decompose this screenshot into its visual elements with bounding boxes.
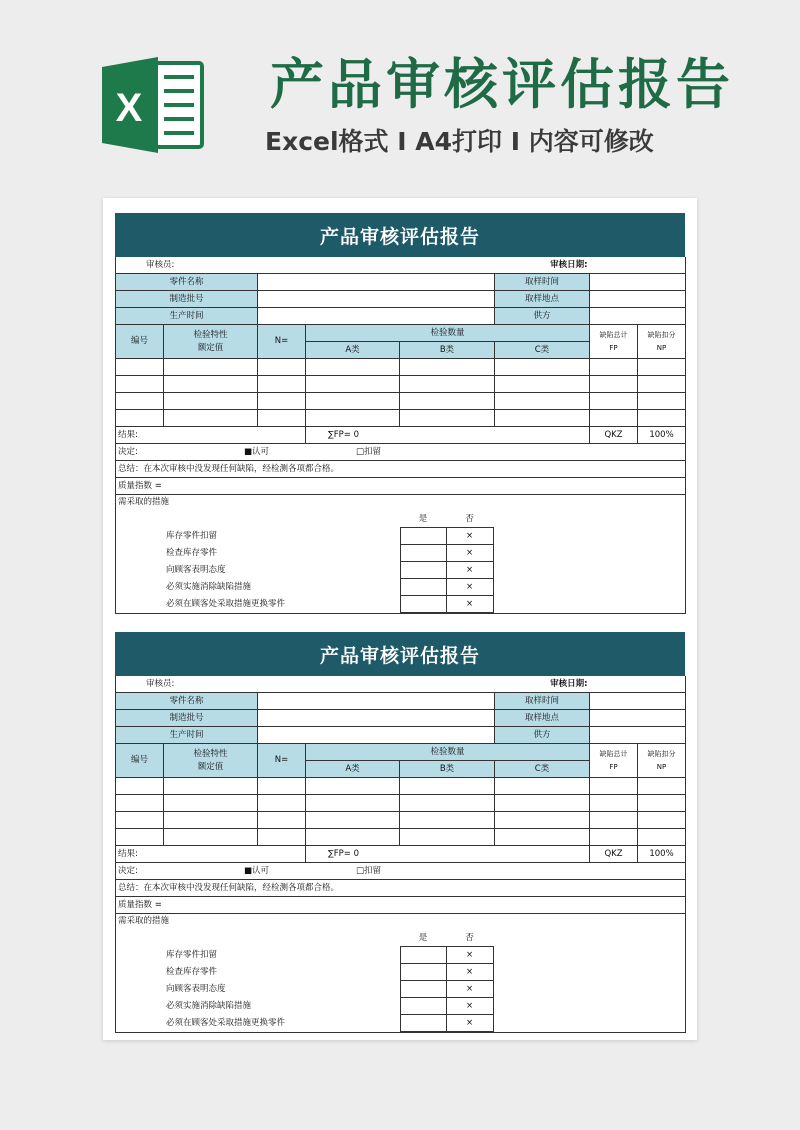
inspection-cell[interactable] bbox=[116, 359, 164, 376]
action-row bbox=[164, 947, 493, 964]
inspection-cell[interactable] bbox=[258, 393, 306, 410]
col-no-header: 编号 bbox=[116, 744, 164, 778]
inspection-cell[interactable] bbox=[590, 376, 638, 393]
col-no-header: 编号 bbox=[116, 325, 164, 359]
part-name-label: 零件名称 bbox=[116, 693, 258, 710]
inspection-cell[interactable] bbox=[116, 410, 164, 427]
table-row bbox=[116, 376, 686, 393]
percent-value: 100% bbox=[638, 846, 686, 863]
part-name-value[interactable] bbox=[258, 274, 495, 291]
col-c-header: C类 bbox=[495, 342, 590, 359]
inspection-cell[interactable] bbox=[495, 829, 590, 846]
part-name-label: 零件名称 bbox=[116, 274, 258, 291]
col-fp-header: 缺陷总计 FP bbox=[590, 325, 638, 359]
table-row bbox=[116, 359, 686, 376]
inspection-cell[interactable] bbox=[306, 410, 400, 427]
inspection-cell[interactable] bbox=[590, 410, 638, 427]
action-label: 检查库存零件 bbox=[164, 964, 400, 981]
inspection-cell[interactable] bbox=[638, 393, 686, 410]
report-form-1 bbox=[115, 213, 685, 614]
inspection-cell[interactable] bbox=[306, 778, 400, 795]
inspection-cell[interactable] bbox=[495, 359, 590, 376]
inspection-cell[interactable] bbox=[164, 795, 258, 812]
inspection-cell[interactable] bbox=[400, 359, 495, 376]
audit-date-label: 审核日期: bbox=[550, 259, 588, 270]
col-a-header: A类 bbox=[306, 342, 400, 359]
inspection-cell[interactable] bbox=[495, 812, 590, 829]
action-row bbox=[164, 562, 493, 579]
inspection-cell[interactable] bbox=[258, 829, 306, 846]
approve-option[interactable]: ■认可 bbox=[244, 446, 270, 457]
inspection-cell[interactable] bbox=[306, 359, 400, 376]
table-row bbox=[116, 393, 686, 410]
inspection-cell[interactable] bbox=[400, 376, 495, 393]
page-title: 产品审核评估报告 bbox=[270, 53, 734, 116]
inspection-cell[interactable] bbox=[590, 795, 638, 812]
report-table bbox=[115, 257, 686, 614]
inspection-cell[interactable] bbox=[164, 778, 258, 795]
action-yes-cell[interactable] bbox=[400, 981, 446, 998]
inspection-cell[interactable] bbox=[116, 812, 164, 829]
action-label: 必须在顾客处采取措施更换零件 bbox=[164, 596, 400, 613]
measures-block bbox=[116, 495, 686, 614]
page-header bbox=[0, 0, 800, 190]
action-row bbox=[164, 528, 493, 545]
col-char-header: 检验特性 额定值 bbox=[164, 744, 258, 778]
inspection-cell[interactable] bbox=[258, 376, 306, 393]
action-no-cell[interactable]: × bbox=[446, 528, 493, 545]
sample-time-value[interactable] bbox=[590, 274, 686, 291]
inspection-rows bbox=[116, 778, 686, 846]
inspection-cell[interactable] bbox=[638, 829, 686, 846]
approve-option[interactable]: ■认可 bbox=[244, 865, 270, 876]
result-label: 结果: bbox=[116, 427, 306, 444]
inspection-cell[interactable] bbox=[116, 778, 164, 795]
excel-logo-icon bbox=[102, 55, 206, 155]
prod-time-label: 生产时间 bbox=[116, 727, 258, 744]
action-row bbox=[164, 981, 493, 998]
result-label: 结果: bbox=[116, 846, 306, 863]
inspection-cell[interactable] bbox=[306, 829, 400, 846]
table-row bbox=[116, 812, 686, 829]
report-title-banner: 产品审核评估报告 bbox=[115, 213, 685, 257]
inspection-cell[interactable] bbox=[306, 812, 400, 829]
action-no-cell[interactable]: × bbox=[446, 545, 493, 562]
inspection-cell[interactable] bbox=[495, 376, 590, 393]
decision-row bbox=[116, 863, 686, 880]
action-label: 必须实施消除缺陷措施 bbox=[164, 579, 400, 596]
action-no-cell[interactable]: × bbox=[446, 562, 493, 579]
inspection-cell[interactable] bbox=[400, 812, 495, 829]
action-yes-cell[interactable] bbox=[400, 947, 446, 964]
action-label: 必须在顾客处采取措施更换零件 bbox=[164, 1015, 400, 1032]
summary-text: 总结：在本次审核中没发现任何缺陷，经检测各项都合格。 bbox=[116, 461, 686, 478]
action-label: 检查库存零件 bbox=[164, 545, 400, 562]
action-yes-cell[interactable] bbox=[400, 998, 446, 1015]
batch-label: 制造批号 bbox=[116, 291, 258, 308]
inspection-cell[interactable] bbox=[400, 410, 495, 427]
auditor-label: 审核员: bbox=[116, 676, 495, 693]
action-no-cell[interactable]: × bbox=[446, 998, 493, 1015]
report-title-banner: 产品审核评估报告 bbox=[115, 632, 685, 676]
quality-index: 质量指数 = bbox=[116, 897, 686, 914]
action-yes-cell[interactable] bbox=[400, 562, 446, 579]
inspection-cell[interactable] bbox=[638, 812, 686, 829]
prod-time-value[interactable] bbox=[258, 308, 495, 325]
inspection-rows bbox=[116, 359, 686, 427]
inspection-cell[interactable] bbox=[164, 812, 258, 829]
table-row bbox=[116, 778, 686, 795]
supplier-label: 供方 bbox=[495, 727, 590, 744]
action-label: 库存零件扣留 bbox=[164, 947, 400, 964]
inspection-cell[interactable] bbox=[116, 829, 164, 846]
action-label: 库存零件扣留 bbox=[164, 528, 400, 545]
col-b-header: B类 bbox=[400, 342, 495, 359]
col-a-header: A类 bbox=[306, 761, 400, 778]
sample-place-label: 取样地点 bbox=[495, 710, 590, 727]
inspection-cell[interactable] bbox=[306, 376, 400, 393]
inspection-cell[interactable] bbox=[400, 795, 495, 812]
measures-table bbox=[164, 930, 494, 1032]
measures-table bbox=[164, 511, 494, 613]
summary-text: 总结：在本次审核中没发现任何缺陷，经检测各项都合格。 bbox=[116, 880, 686, 897]
inspection-cell[interactable] bbox=[638, 410, 686, 427]
action-yes-cell[interactable] bbox=[400, 964, 446, 981]
audit-date-label: 审核日期: bbox=[550, 678, 588, 689]
action-no-cell[interactable]: × bbox=[446, 1015, 493, 1032]
col-np-header: 缺陷扣分 NP bbox=[638, 325, 686, 359]
batch-value[interactable] bbox=[258, 291, 495, 308]
sum-fp: ∑FP= 0 bbox=[306, 846, 590, 863]
inspection-cell[interactable] bbox=[258, 812, 306, 829]
no-header: 否 bbox=[465, 513, 474, 524]
inspection-cell[interactable] bbox=[638, 359, 686, 376]
page-subtitle: Excel格式 I A4打印 I 内容可修改 bbox=[265, 127, 654, 156]
inspection-cell[interactable] bbox=[116, 795, 164, 812]
measures-block bbox=[116, 914, 686, 1033]
action-yes-cell[interactable] bbox=[400, 545, 446, 562]
action-row bbox=[164, 1015, 493, 1032]
yes-header: 是 bbox=[418, 513, 428, 524]
report-form-2 bbox=[115, 632, 685, 1033]
hold-option[interactable]: □扣留 bbox=[356, 865, 382, 876]
inspection-cell[interactable] bbox=[164, 376, 258, 393]
action-no-cell[interactable]: × bbox=[446, 947, 493, 964]
logo-letter: X bbox=[115, 86, 143, 130]
inspection-cell[interactable] bbox=[258, 410, 306, 427]
inspection-cell[interactable] bbox=[590, 829, 638, 846]
action-no-cell[interactable]: × bbox=[446, 579, 493, 596]
action-row bbox=[164, 964, 493, 981]
inspection-cell[interactable] bbox=[258, 778, 306, 795]
batch-value[interactable] bbox=[258, 710, 495, 727]
batch-label: 制造批号 bbox=[116, 710, 258, 727]
action-row bbox=[164, 596, 493, 613]
col-qty-header: 检验数量 bbox=[306, 325, 590, 342]
action-row bbox=[164, 545, 493, 562]
col-char-header: 检验特性 额定值 bbox=[164, 325, 258, 359]
action-yes-cell[interactable] bbox=[400, 596, 446, 613]
inspection-cell[interactable] bbox=[590, 393, 638, 410]
action-yes-cell[interactable] bbox=[400, 528, 446, 545]
inspection-cell[interactable] bbox=[164, 359, 258, 376]
action-label: 向顾客表明态度 bbox=[164, 981, 400, 998]
col-n-header: N= bbox=[258, 744, 306, 778]
inspection-cell[interactable] bbox=[495, 795, 590, 812]
inspection-cell[interactable] bbox=[400, 393, 495, 410]
col-np-header: 缺陷扣分 NP bbox=[638, 744, 686, 778]
sample-time-label: 取样时间 bbox=[495, 274, 590, 291]
inspection-cell[interactable] bbox=[164, 410, 258, 427]
inspection-cell[interactable] bbox=[164, 393, 258, 410]
qkz-label: QKZ bbox=[590, 427, 638, 444]
table-row bbox=[116, 795, 686, 812]
auditor-label: 审核员: bbox=[116, 257, 495, 274]
report-table bbox=[115, 676, 686, 1033]
no-header: 否 bbox=[465, 932, 474, 943]
inspection-cell[interactable] bbox=[638, 795, 686, 812]
supplier-label: 供方 bbox=[495, 308, 590, 325]
audit-date-value[interactable] bbox=[590, 257, 686, 274]
percent-value: 100% bbox=[638, 427, 686, 444]
quality-index: 质量指数 = bbox=[116, 478, 686, 495]
yes-header: 是 bbox=[418, 932, 428, 943]
inspection-cell[interactable] bbox=[400, 829, 495, 846]
supplier-value[interactable] bbox=[590, 727, 686, 744]
prod-time-label: 生产时间 bbox=[116, 308, 258, 325]
inspection-cell[interactable] bbox=[495, 393, 590, 410]
measures-label: 需采取的措施 bbox=[118, 497, 170, 507]
prod-time-value[interactable] bbox=[258, 727, 495, 744]
inspection-cell[interactable] bbox=[258, 795, 306, 812]
qkz-label: QKZ bbox=[590, 846, 638, 863]
sample-place-value[interactable] bbox=[590, 710, 686, 727]
action-row bbox=[164, 998, 493, 1015]
decision-label: 决定: bbox=[118, 446, 138, 457]
measures-label: 需采取的措施 bbox=[118, 916, 170, 926]
inspection-cell[interactable] bbox=[495, 410, 590, 427]
col-n-header: N= bbox=[258, 325, 306, 359]
inspection-cell[interactable] bbox=[258, 359, 306, 376]
col-c-header: C类 bbox=[495, 761, 590, 778]
inspection-cell[interactable] bbox=[590, 359, 638, 376]
sample-place-value[interactable] bbox=[590, 291, 686, 308]
col-qty-header: 检验数量 bbox=[306, 744, 590, 761]
action-no-cell[interactable]: × bbox=[446, 964, 493, 981]
decision-label: 决定: bbox=[118, 865, 138, 876]
table-row bbox=[116, 410, 686, 427]
action-row bbox=[164, 579, 493, 596]
inspection-cell[interactable] bbox=[495, 778, 590, 795]
inspection-cell[interactable] bbox=[638, 376, 686, 393]
inspection-cell[interactable] bbox=[638, 778, 686, 795]
action-no-cell[interactable]: × bbox=[446, 596, 493, 613]
col-fp-header: 缺陷总计 FP bbox=[590, 744, 638, 778]
table-row bbox=[116, 829, 686, 846]
sample-time-value[interactable] bbox=[590, 693, 686, 710]
inspection-cell[interactable] bbox=[400, 778, 495, 795]
inspection-cell[interactable] bbox=[590, 812, 638, 829]
inspection-cell[interactable] bbox=[116, 393, 164, 410]
inspection-cell[interactable] bbox=[590, 778, 638, 795]
hold-option[interactable]: □扣留 bbox=[356, 446, 382, 457]
part-name-value[interactable] bbox=[258, 693, 495, 710]
action-no-cell[interactable]: × bbox=[446, 981, 493, 998]
inspection-cell[interactable] bbox=[164, 829, 258, 846]
inspection-cell[interactable] bbox=[306, 393, 400, 410]
col-b-header: B类 bbox=[400, 761, 495, 778]
inspection-cell[interactable] bbox=[306, 795, 400, 812]
action-label: 向顾客表明态度 bbox=[164, 562, 400, 579]
supplier-value[interactable] bbox=[590, 308, 686, 325]
inspection-cell[interactable] bbox=[116, 376, 164, 393]
decision-row bbox=[116, 444, 686, 461]
action-label: 必须实施消除缺陷措施 bbox=[164, 998, 400, 1015]
action-yes-cell[interactable] bbox=[400, 579, 446, 596]
sum-fp: ∑FP= 0 bbox=[306, 427, 590, 444]
sample-time-label: 取样时间 bbox=[495, 693, 590, 710]
action-yes-cell[interactable] bbox=[400, 1015, 446, 1032]
sample-place-label: 取样地点 bbox=[495, 291, 590, 308]
audit-date-value[interactable] bbox=[590, 676, 686, 693]
